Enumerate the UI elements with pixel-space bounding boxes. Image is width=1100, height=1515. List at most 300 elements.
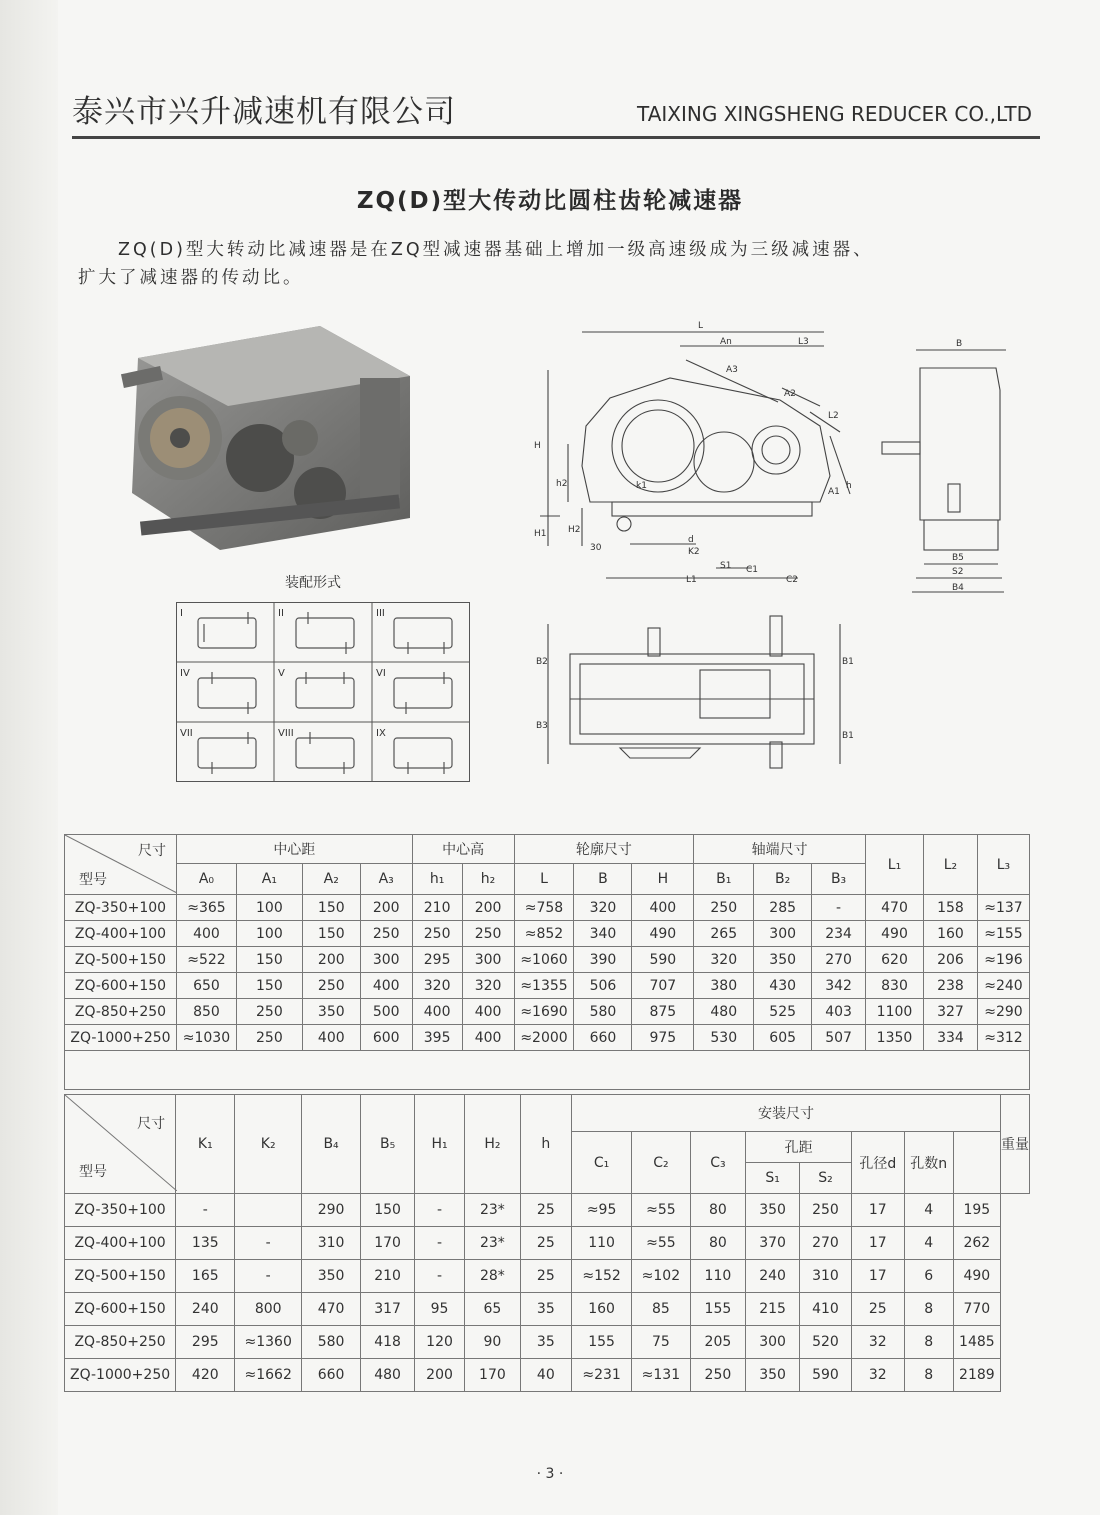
value-cell: 350 <box>754 947 812 973</box>
dim-label-k1: k1 <box>636 481 647 491</box>
col-weight: 重量 <box>1001 1095 1030 1194</box>
value-cell: 135 <box>176 1227 235 1260</box>
table1-row <box>65 999 1030 1025</box>
value-cell: 400 <box>632 895 694 921</box>
value-cell: 480 <box>694 999 754 1025</box>
value-cell: 35 <box>520 1293 571 1326</box>
col-H1: H₁ <box>415 1095 465 1194</box>
model-cell: ZQ-850+250 <box>65 999 177 1025</box>
group-hole-distance: 孔距 <box>746 1132 852 1163</box>
value-cell: 317 <box>361 1293 415 1326</box>
value-cell: 300 <box>462 947 514 973</box>
value-cell: ≈131 <box>632 1359 690 1392</box>
value-cell: 480 <box>361 1359 415 1392</box>
value-cell: ≈95 <box>571 1194 631 1227</box>
value-cell: 507 <box>812 1025 866 1051</box>
value-cell: 580 <box>574 999 632 1025</box>
dim-label-K2: K2 <box>688 547 700 557</box>
value-cell: 150 <box>302 895 360 921</box>
value-cell: 270 <box>800 1227 852 1260</box>
table1-row <box>65 973 1030 999</box>
value-cell: 600 <box>360 1025 412 1051</box>
value-cell: 580 <box>301 1326 360 1359</box>
value-cell: 850 <box>176 999 236 1025</box>
table1-column-header: A₁ <box>236 864 302 895</box>
group-shaft-end-dims: 轴端尺寸 <box>694 835 866 864</box>
model-cell: ZQ-600+150 <box>65 973 177 999</box>
intro-line-1: ZQ(D)型大转动比减速器是在ZQ型减速器基础上增加一级高速级成为三级减速器、 <box>118 240 874 260</box>
value-cell: ≈290 <box>977 999 1029 1025</box>
value-cell: 395 <box>412 1025 462 1051</box>
value-cell: 170 <box>361 1227 415 1260</box>
value-cell: 25 <box>520 1260 571 1293</box>
value-cell: 210 <box>412 895 462 921</box>
value-cell: 200 <box>462 895 514 921</box>
group-outline-dims: 轮廓尺寸 <box>514 835 694 864</box>
intro-paragraph <box>78 236 1038 292</box>
model-cell: ZQ-850+250 <box>65 1326 176 1359</box>
value-cell: 65 <box>465 1293 521 1326</box>
value-cell: 250 <box>236 1025 302 1051</box>
value-cell: ≈1355 <box>514 973 574 999</box>
value-cell: - <box>235 1227 301 1260</box>
value-cell: 500 <box>360 999 412 1025</box>
value-cell: 390 <box>574 947 632 973</box>
dim-label-A3: A3 <box>726 365 738 375</box>
model-cell: ZQ-350+100 <box>65 1194 176 1227</box>
value-cell: 320 <box>412 973 462 999</box>
value-cell: 400 <box>302 1025 360 1051</box>
dim-label-30: 30 <box>590 543 602 553</box>
value-cell: 25 <box>520 1227 571 1260</box>
value-cell: 620 <box>866 947 924 973</box>
table1-column-header: B₃ <box>812 864 866 895</box>
value-cell: 320 <box>462 973 514 999</box>
value-cell: 150 <box>236 973 302 999</box>
dim-label-h2: h2 <box>556 479 568 489</box>
value-cell: 400 <box>462 1025 514 1051</box>
model-cell: ZQ-1000+250 <box>65 1359 176 1392</box>
value-cell: 150 <box>302 921 360 947</box>
header-divider <box>72 136 1040 139</box>
assembly-form-3: III <box>376 608 385 619</box>
dim-label-B2: B2 <box>536 657 548 667</box>
value-cell: 23* <box>465 1194 521 1227</box>
value-cell: 40 <box>520 1359 571 1392</box>
group-center-distance: 中心距 <box>176 835 412 864</box>
value-cell: ≈365 <box>176 895 236 921</box>
table2-row <box>65 1194 1030 1227</box>
table2-row <box>65 1326 1030 1359</box>
value-cell: 28* <box>465 1260 521 1293</box>
dim-label-B: B <box>956 339 963 349</box>
value-cell: 250 <box>462 921 514 947</box>
col-S2: S₂ <box>800 1163 852 1194</box>
value-cell: 300 <box>360 947 412 973</box>
dim-label-h: h <box>846 481 852 491</box>
reducer-photo <box>110 318 430 558</box>
col-C2: C₂ <box>632 1132 690 1194</box>
table1-corner-top: 尺寸 <box>137 843 166 859</box>
value-cell: 23* <box>465 1227 521 1260</box>
value-cell: ≈1360 <box>235 1326 301 1359</box>
dim-label-B4: B4 <box>952 583 964 593</box>
value-cell: 300 <box>746 1326 800 1359</box>
value-cell: 75 <box>632 1326 690 1359</box>
value-cell: ≈1060 <box>514 947 574 973</box>
value-cell: 110 <box>571 1227 631 1260</box>
value-cell: 660 <box>301 1359 360 1392</box>
col-L1: L₁ <box>866 835 924 895</box>
side-view-drawing <box>876 334 1010 596</box>
value-cell: 250 <box>690 1359 746 1392</box>
value-cell: 350 <box>302 999 360 1025</box>
value-cell: - <box>415 1194 465 1227</box>
dim-label-H: H <box>534 441 541 451</box>
dim-label-S2: S2 <box>952 567 964 577</box>
table1-column-header: h₁ <box>412 864 462 895</box>
value-cell: 150 <box>361 1194 415 1227</box>
value-cell: 285 <box>754 895 812 921</box>
intro-line-2: 扩大了减速器的传动比。 <box>78 268 304 288</box>
value-cell: 320 <box>574 895 632 921</box>
value-cell: 4 <box>904 1194 953 1227</box>
model-cell: ZQ-600+150 <box>65 1293 176 1326</box>
value-cell: 32 <box>851 1359 904 1392</box>
table1-corner-bottom: 型号 <box>79 872 107 888</box>
assembly-form-title: 装配形式 <box>285 575 341 591</box>
value-cell: 240 <box>746 1260 800 1293</box>
value-cell: 350 <box>746 1359 800 1392</box>
value-cell: ≈1030 <box>176 1025 236 1051</box>
value-cell: 90 <box>465 1326 521 1359</box>
value-cell: 195 <box>953 1194 1000 1227</box>
dim-label-B3: B3 <box>536 721 548 731</box>
value-cell: 470 <box>866 895 924 921</box>
col-hole-diameter: 孔径d <box>851 1132 904 1194</box>
assembly-form-8: VIII <box>278 728 294 739</box>
value-cell: 350 <box>301 1260 360 1293</box>
value-cell: 530 <box>694 1025 754 1051</box>
value-cell: 420 <box>176 1359 235 1392</box>
dim-label-An: An <box>720 337 732 347</box>
value-cell: 1100 <box>866 999 924 1025</box>
value-cell: 170 <box>465 1359 521 1392</box>
value-cell: ≈155 <box>977 921 1029 947</box>
value-cell: 470 <box>301 1293 360 1326</box>
dim-label-C2: C2 <box>786 575 799 585</box>
value-cell: 17 <box>851 1194 904 1227</box>
value-cell: 17 <box>851 1260 904 1293</box>
value-cell: 310 <box>301 1227 360 1260</box>
table1-column-header: A₃ <box>360 864 412 895</box>
value-cell: 290 <box>301 1194 360 1227</box>
table2-corner-bottom: 型号 <box>79 1164 107 1180</box>
value-cell: 35 <box>520 1326 571 1359</box>
value-cell: 327 <box>923 999 977 1025</box>
value-cell: 240 <box>176 1293 235 1326</box>
value-cell: 605 <box>754 1025 812 1051</box>
dim-label-L3: L3 <box>798 337 809 347</box>
value-cell: 25 <box>520 1194 571 1227</box>
col-K1: K₁ <box>176 1095 235 1194</box>
value-cell: 2189 <box>953 1359 1000 1392</box>
value-cell: 340 <box>574 921 632 947</box>
table1-column-header: A₂ <box>302 864 360 895</box>
dim-label-A1: A1 <box>828 487 840 497</box>
value-cell: ≈102 <box>632 1260 690 1293</box>
table2-row <box>65 1260 1030 1293</box>
value-cell: 32 <box>851 1326 904 1359</box>
value-cell: 120 <box>415 1326 465 1359</box>
value-cell: 334 <box>923 1025 977 1051</box>
table1-column-header: B₂ <box>754 864 812 895</box>
dim-label-H1: H1 <box>534 529 547 539</box>
value-cell: ≈152 <box>571 1260 631 1293</box>
value-cell: 490 <box>866 921 924 947</box>
value-cell: 210 <box>361 1260 415 1293</box>
value-cell: 975 <box>632 1025 694 1051</box>
company-name-chinese: 泰兴市兴升减速机有限公司 <box>72 94 456 130</box>
value-cell: 403 <box>812 999 866 1025</box>
value-cell: 8 <box>904 1326 953 1359</box>
dim-label-B1-bottom: B1 <box>842 731 854 741</box>
table1-row <box>65 1025 1030 1051</box>
value-cell: 490 <box>953 1260 1000 1293</box>
table1-row <box>65 947 1030 973</box>
value-cell: 155 <box>571 1326 631 1359</box>
value-cell: 110 <box>690 1260 746 1293</box>
value-cell: 270 <box>812 947 866 973</box>
col-B4: B₄ <box>301 1095 360 1194</box>
value-cell: 160 <box>571 1293 631 1326</box>
assembly-form-6: VI <box>376 668 386 679</box>
top-view-drawing <box>530 608 860 774</box>
value-cell: 320 <box>694 947 754 973</box>
value-cell: ≈852 <box>514 921 574 947</box>
table1-row <box>65 921 1030 947</box>
value-cell: ≈196 <box>977 947 1029 973</box>
value-cell: 8 <box>904 1359 953 1392</box>
value-cell: 100 <box>236 895 302 921</box>
value-cell: 660 <box>574 1025 632 1051</box>
value-cell: 160 <box>923 921 977 947</box>
value-cell: ≈758 <box>514 895 574 921</box>
value-cell: 80 <box>690 1227 746 1260</box>
value-cell: 300 <box>754 921 812 947</box>
value-cell: - <box>176 1194 235 1227</box>
value-cell: 400 <box>176 921 236 947</box>
value-cell: ≈55 <box>632 1227 690 1260</box>
dim-label-S1: S1 <box>720 561 732 571</box>
value-cell: 800 <box>235 1293 301 1326</box>
value-cell: 590 <box>800 1359 852 1392</box>
value-cell: 4 <box>904 1227 953 1260</box>
table1-column-header: B <box>574 864 632 895</box>
assembly-form-5: V <box>278 668 285 679</box>
col-L2: L₂ <box>923 835 977 895</box>
value-cell: 707 <box>632 973 694 999</box>
value-cell: 8 <box>904 1293 953 1326</box>
value-cell: ≈312 <box>977 1025 1029 1051</box>
value-cell: ≈137 <box>977 895 1029 921</box>
table2-row <box>65 1359 1030 1392</box>
value-cell: 17 <box>851 1227 904 1260</box>
value-cell: 150 <box>236 947 302 973</box>
value-cell: 830 <box>866 973 924 999</box>
col-L3: L₃ <box>977 835 1029 895</box>
value-cell: 400 <box>360 973 412 999</box>
value-cell: - <box>235 1260 301 1293</box>
value-cell: 250 <box>694 895 754 921</box>
value-cell: ≈2000 <box>514 1025 574 1051</box>
front-view-drawing <box>520 316 870 594</box>
table1-corner <box>65 835 177 895</box>
dim-label-L2: L2 <box>828 411 839 421</box>
value-cell: ≈1662 <box>235 1359 301 1392</box>
value-cell: 590 <box>632 947 694 973</box>
table1-column-header: H <box>632 864 694 895</box>
model-cell: ZQ-500+150 <box>65 947 177 973</box>
group-center-height: 中心高 <box>412 835 514 864</box>
table1-column-header: L <box>514 864 574 895</box>
assembly-form-4: IV <box>180 668 190 679</box>
value-cell: 215 <box>746 1293 800 1326</box>
value-cell: 1485 <box>953 1326 1000 1359</box>
col-hole-count: 孔数n <box>904 1132 953 1194</box>
col-K2: K₂ <box>235 1095 301 1194</box>
value-cell: 205 <box>690 1326 746 1359</box>
page-title: ZQ(D)型大传动比圆柱齿轮减速器 <box>356 188 744 214</box>
value-cell: 875 <box>632 999 694 1025</box>
dim-label-C1: C1 <box>746 565 759 575</box>
value-cell: 295 <box>412 947 462 973</box>
value-cell: 380 <box>694 973 754 999</box>
dim-label-d: d <box>688 535 694 545</box>
binding-shadow <box>0 0 58 1515</box>
dim-label-B1-top: B1 <box>842 657 854 667</box>
value-cell: 234 <box>812 921 866 947</box>
assembly-forms-grid <box>176 602 470 782</box>
value-cell: 1350 <box>866 1025 924 1051</box>
assembly-form-9: IX <box>376 728 386 739</box>
value-cell: 295 <box>176 1326 235 1359</box>
col-S1: S₁ <box>746 1163 800 1194</box>
value-cell: - <box>415 1227 465 1260</box>
value-cell <box>235 1194 301 1227</box>
col-C1: C₁ <box>571 1132 631 1194</box>
dim-label-L: L <box>698 321 704 331</box>
value-cell: 100 <box>236 921 302 947</box>
value-cell: 520 <box>800 1326 852 1359</box>
value-cell: 250 <box>800 1194 852 1227</box>
company-name-english: TAIXING XINGSHENG REDUCER CO.,LTD <box>637 102 1032 126</box>
model-cell: ZQ-500+150 <box>65 1260 176 1293</box>
table1-column-header: h₂ <box>462 864 514 895</box>
value-cell: 525 <box>754 999 812 1025</box>
model-cell: ZQ-1000+250 <box>65 1025 177 1051</box>
group-install-dims: 安装尺寸 <box>571 1095 1000 1132</box>
value-cell: 650 <box>176 973 236 999</box>
value-cell: 310 <box>800 1260 852 1293</box>
model-cell: ZQ-400+100 <box>65 1227 176 1260</box>
value-cell: 410 <box>800 1293 852 1326</box>
value-cell: 25 <box>851 1293 904 1326</box>
value-cell: 158 <box>923 895 977 921</box>
table2-row <box>65 1293 1030 1326</box>
model-cell: ZQ-350+100 <box>65 895 177 921</box>
value-cell: 85 <box>632 1293 690 1326</box>
value-cell: 80 <box>690 1194 746 1227</box>
value-cell: 506 <box>574 973 632 999</box>
value-cell: ≈231 <box>571 1359 631 1392</box>
assembly-form-2: II <box>278 608 284 619</box>
value-cell: ≈1690 <box>514 999 574 1025</box>
dimension-table-2 <box>64 1094 1030 1392</box>
value-cell: 250 <box>302 973 360 999</box>
value-cell: 200 <box>360 895 412 921</box>
col-B5: B₅ <box>361 1095 415 1194</box>
value-cell: ≈55 <box>632 1194 690 1227</box>
value-cell: 418 <box>361 1326 415 1359</box>
table2-corner <box>65 1095 176 1194</box>
value-cell: - <box>812 895 866 921</box>
table1-spacer-cell <box>65 1051 1030 1090</box>
col-h: h <box>520 1095 571 1194</box>
col-H2: H₂ <box>465 1095 521 1194</box>
value-cell: 265 <box>694 921 754 947</box>
value-cell: 430 <box>754 973 812 999</box>
value-cell: 238 <box>923 973 977 999</box>
col-C3: C₃ <box>690 1132 746 1194</box>
table1-spacer-row <box>65 1051 1030 1090</box>
value-cell: 165 <box>176 1260 235 1293</box>
value-cell: ≈240 <box>977 973 1029 999</box>
value-cell: 250 <box>412 921 462 947</box>
table1-column-header: A₀ <box>176 864 236 895</box>
value-cell: 95 <box>415 1293 465 1326</box>
table1-row <box>65 895 1030 921</box>
assembly-form-1: I <box>180 608 183 619</box>
value-cell: 262 <box>953 1227 1000 1260</box>
table2-corner-top: 尺寸 <box>137 1116 166 1132</box>
value-cell: 250 <box>236 999 302 1025</box>
dim-label-B5: B5 <box>952 553 964 563</box>
value-cell: 350 <box>746 1194 800 1227</box>
page-header <box>72 86 1040 142</box>
dim-label-L1: L1 <box>686 575 697 585</box>
table1-column-header: B₁ <box>694 864 754 895</box>
dim-label-H2: H2 <box>568 525 581 535</box>
value-cell: 770 <box>953 1293 1000 1326</box>
assembly-form-7: VII <box>180 728 193 739</box>
value-cell: 155 <box>690 1293 746 1326</box>
value-cell: 400 <box>412 999 462 1025</box>
value-cell: 200 <box>302 947 360 973</box>
page-number: · 3 · <box>536 1466 564 1482</box>
dim-label-A2: A2 <box>784 389 796 399</box>
value-cell: ≈522 <box>176 947 236 973</box>
value-cell: 250 <box>360 921 412 947</box>
value-cell: - <box>415 1260 465 1293</box>
value-cell: 206 <box>923 947 977 973</box>
model-cell: ZQ-400+100 <box>65 921 177 947</box>
value-cell: 370 <box>746 1227 800 1260</box>
value-cell: 200 <box>415 1359 465 1392</box>
dimension-table-1 <box>64 834 1030 1090</box>
value-cell: 6 <box>904 1260 953 1293</box>
value-cell: 490 <box>632 921 694 947</box>
